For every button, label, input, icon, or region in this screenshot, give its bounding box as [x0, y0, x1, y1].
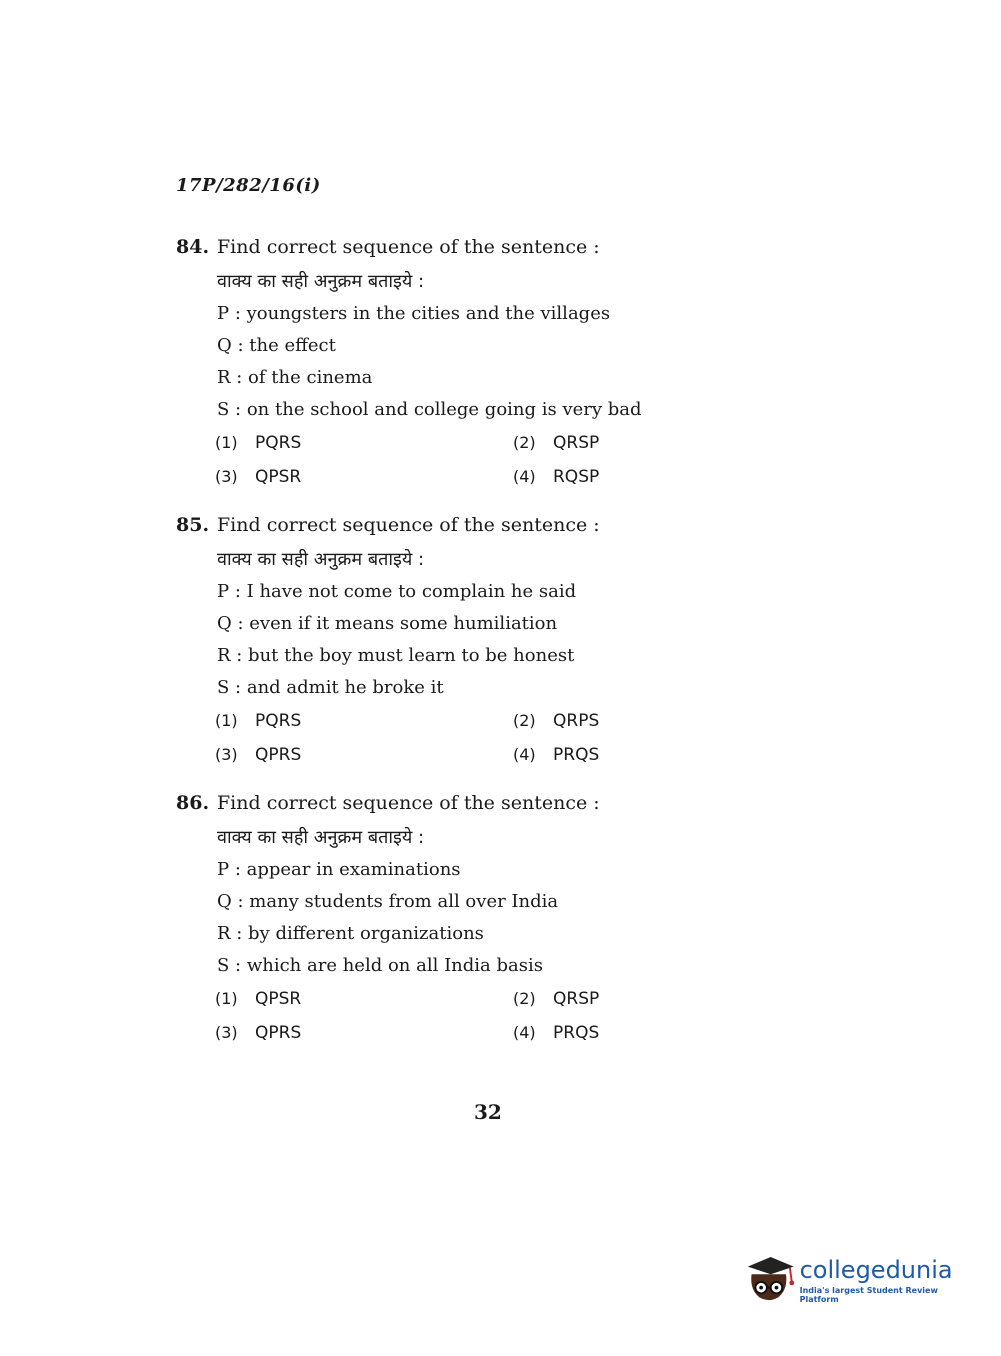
collegedunia-logo — [742, 1250, 972, 1310]
sentence-part-s: S : on the school and college going is very bad — [217, 399, 642, 420]
question-heading — [176, 236, 636, 266]
question-85 — [176, 514, 636, 770]
sentence-part-p: P : I have not come to complain he said — [217, 581, 577, 602]
document-code: 17P/282/16(i) — [176, 175, 321, 196]
answer-option-1: (1) QPSR — [215, 989, 302, 1009]
question-prompt-hindi: वाक्य का सही अनुक्रम बताइये : — [217, 271, 425, 292]
mascot-icon — [742, 1252, 796, 1308]
sentence-part-r: R : of the cinema — [217, 367, 373, 388]
answer-options — [215, 984, 636, 1048]
sentence-part-s: S : and admit he broke it — [217, 677, 444, 698]
answer-option-2: (2) QRSP — [513, 433, 600, 453]
answer-option-1: (1) PQRS — [215, 433, 302, 453]
question-84 — [176, 236, 642, 492]
question-heading — [176, 514, 636, 544]
answer-option-2: (2) QRSP — [513, 989, 600, 1009]
sentence-part-q: Q : many students from all over India — [217, 891, 559, 912]
question-number: 86. — [176, 792, 210, 814]
question-number: 84. — [176, 236, 210, 258]
page-number: 32 — [474, 1100, 502, 1124]
question-prompt: Find correct sequence of the sentence : — [217, 236, 600, 258]
question-prompt-hindi: वाक्य का सही अनुक्रम बताइये : — [217, 827, 425, 848]
question-heading — [176, 792, 636, 822]
answer-options — [215, 428, 636, 492]
answer-option-2: (2) QRPS — [513, 711, 600, 731]
answer-option-3: (3) QPRS — [215, 745, 302, 765]
answer-option-4: (4) RQSP — [513, 467, 600, 487]
question-prompt-hindi: वाक्य का सही अनुक्रम बताइये : — [217, 549, 425, 570]
answer-option-3: (3) QPRS — [215, 1023, 302, 1043]
logo-tagline: India's largest Student Review Platform — [799, 1286, 938, 1304]
answer-option-3: (3) QPSR — [215, 467, 302, 487]
question-prompt: Find correct sequence of the sentence : — [217, 792, 600, 814]
question-number: 85. — [176, 514, 210, 536]
sentence-part-p: P : appear in examinations — [217, 859, 461, 880]
answer-option-1: (1) PQRS — [215, 711, 302, 731]
question-86 — [176, 792, 636, 1048]
answer-options — [215, 706, 636, 770]
logo-name: collegedunia — [799, 1256, 953, 1284]
answer-option-4: (4) PRQS — [513, 745, 600, 765]
sentence-part-r: R : but the boy must learn to be honest — [217, 645, 575, 666]
sentence-part-s: S : which are held on all India basis — [217, 955, 543, 976]
answer-option-4: (4) PRQS — [513, 1023, 600, 1043]
sentence-part-r: R : by different organizations — [217, 923, 484, 944]
sentence-part-q: Q : the effect — [217, 335, 336, 356]
question-prompt: Find correct sequence of the sentence : — [217, 514, 600, 536]
sentence-part-p: P : youngsters in the cities and the villages — [217, 303, 611, 324]
sentence-part-q: Q : even if it means some humiliation — [217, 613, 558, 634]
